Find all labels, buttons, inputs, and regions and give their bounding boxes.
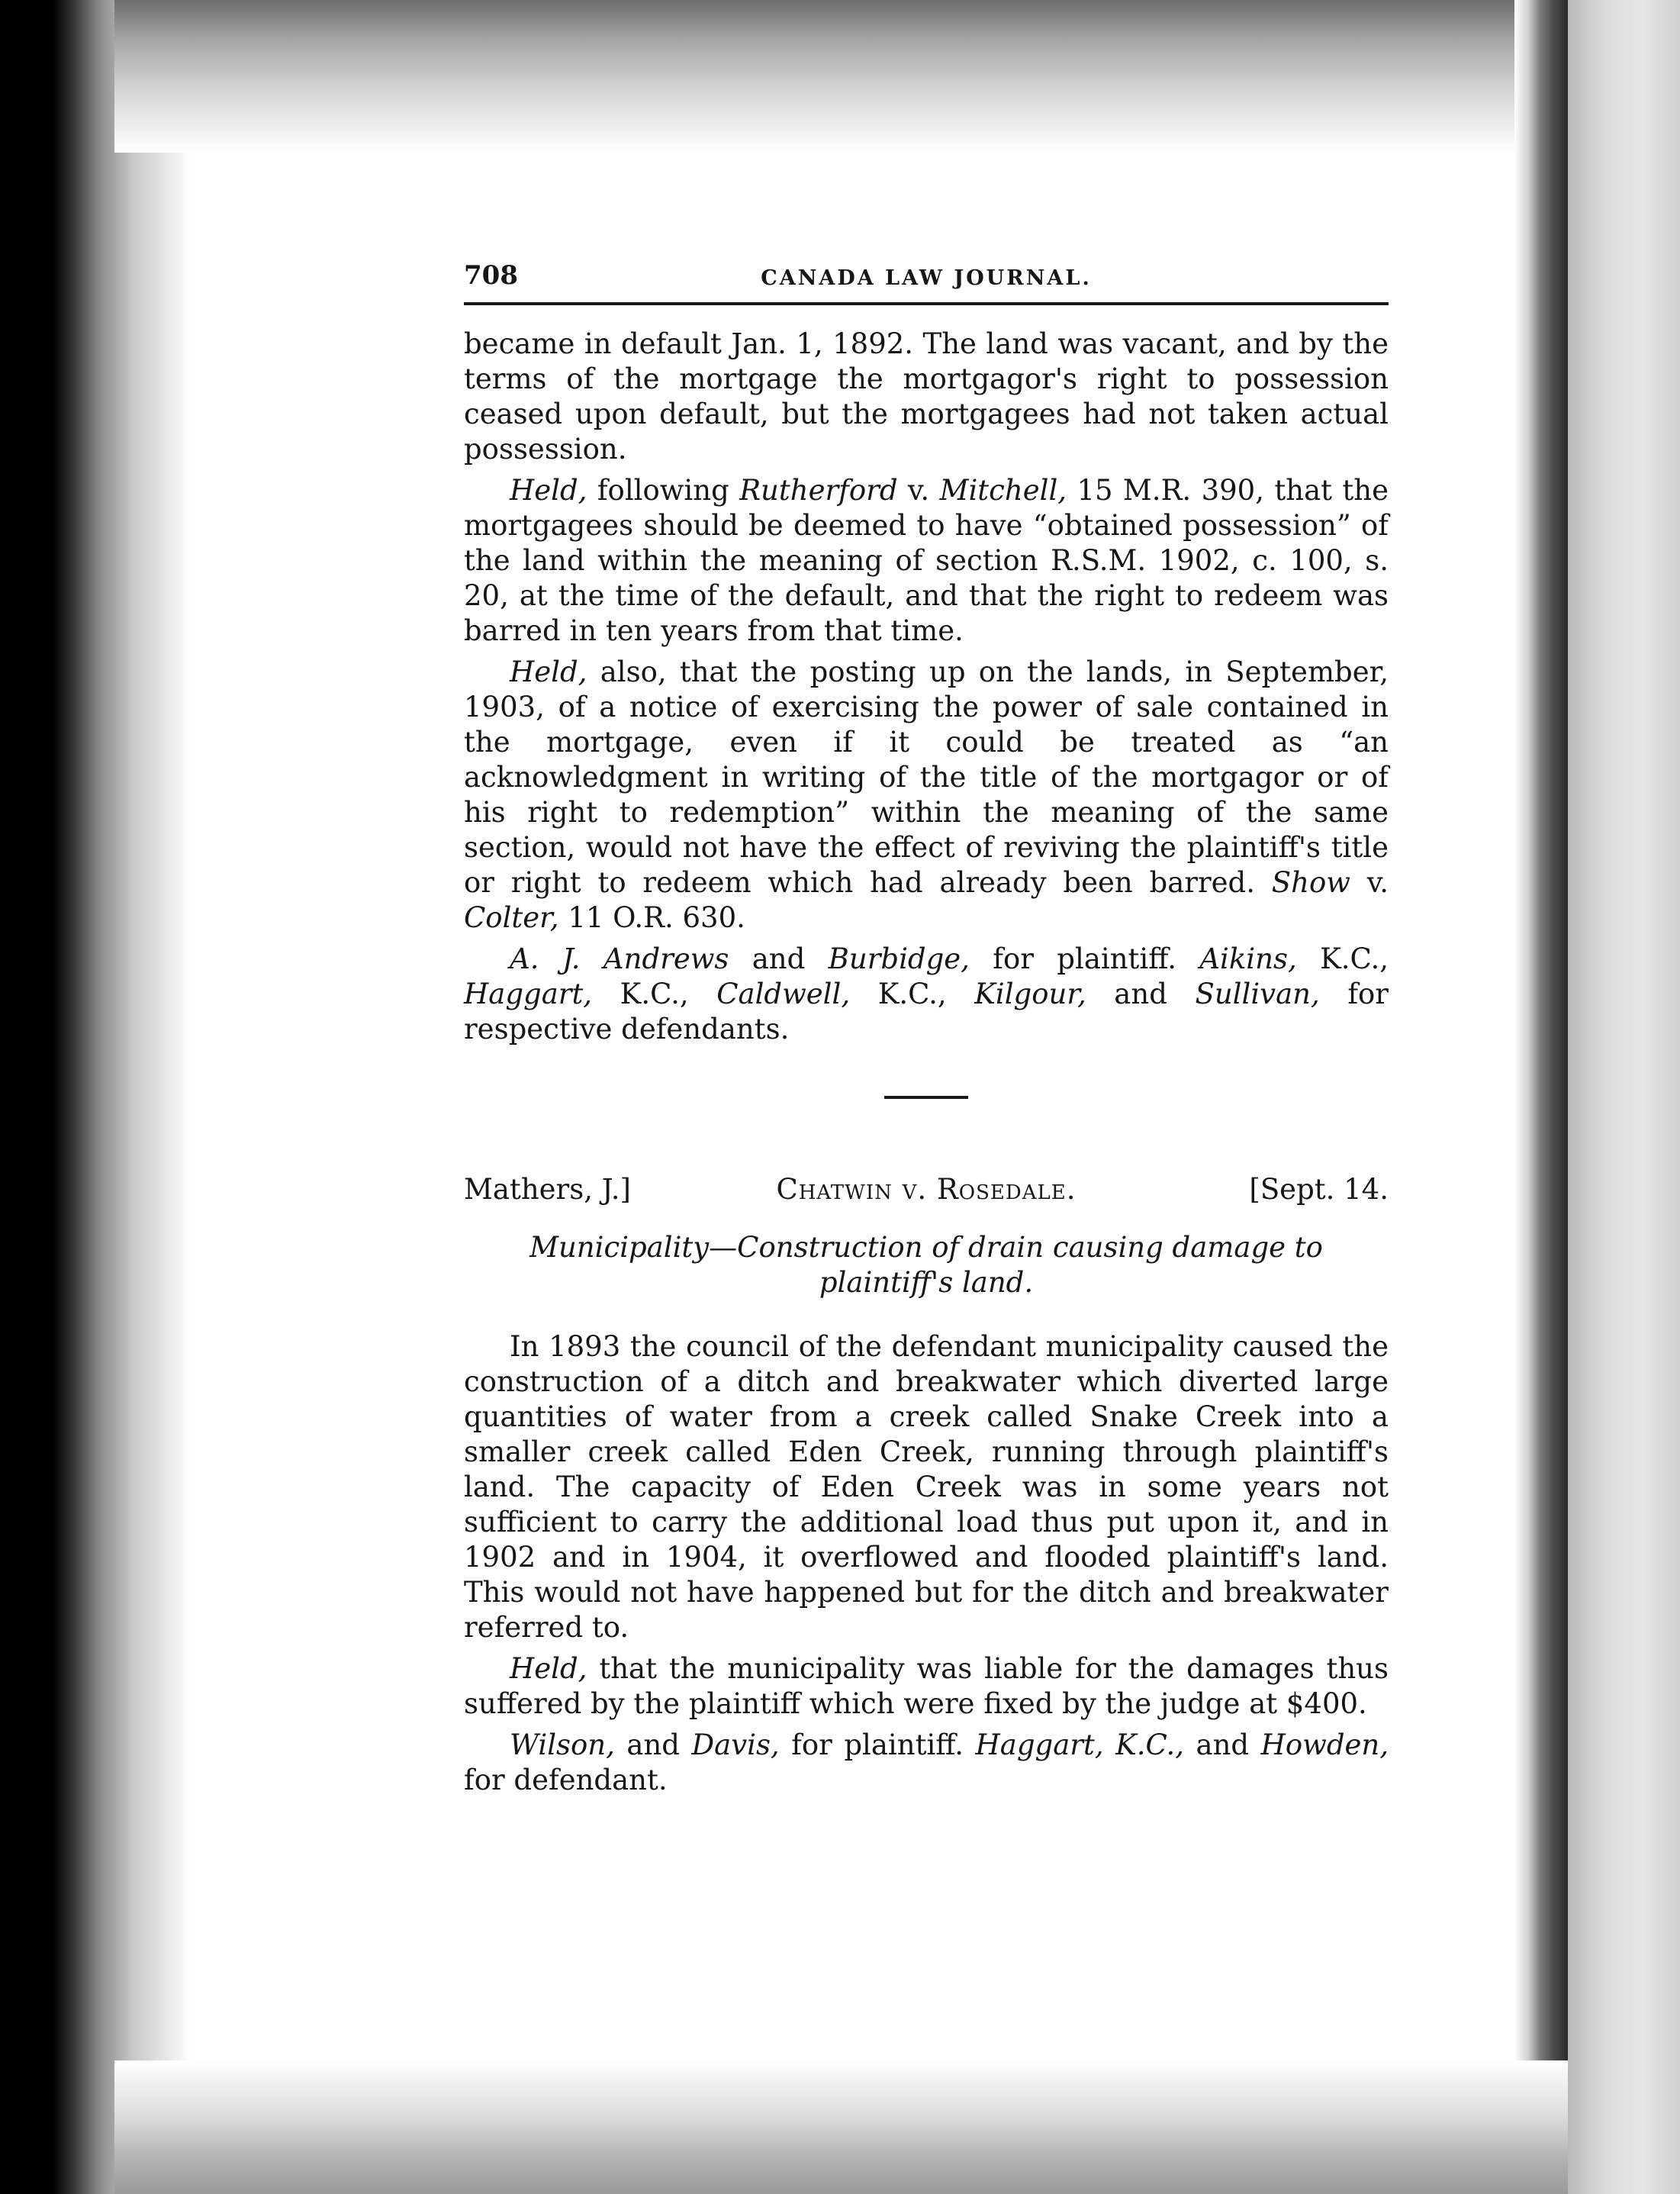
- section-divider: [884, 1096, 968, 1099]
- counsel-paragraph: A. J. Andrews and Burbidge, for plaintiff. Aikins, K.C., Haggart, K.C., Caldwell, K.C., Kilgour, and Sullivan, for respective defendants.: [464, 942, 1389, 1045]
- page-body: [464, 305, 1389, 1798]
- counsel-name: Sullivan,: [1195, 978, 1320, 1010]
- counsel-name: Aikins,: [1199, 942, 1297, 975]
- case-heading: [464, 1172, 1389, 1210]
- case-party: Colter,: [464, 901, 559, 934]
- scan-left-margin: [0, 0, 191, 2194]
- held-paragraph: Held, following Rutherford v. Mitchell, 15 M.R. 390, that the mortgagees should be deemed to have “obtained possession” of the land within the meaning of section R.S.M. 1902, c. 100, s. 20, at the time of the default, and that the right to redeem was barred in ten years from that time.: [464, 474, 1389, 647]
- case-title: Chatwin v. Rosedale.: [776, 1173, 1077, 1206]
- counsel-name: Caldwell,: [716, 978, 851, 1010]
- case-subject: Municipality—Construction of drain causing damage to plaintiff's land.: [529, 1231, 1323, 1299]
- paragraph: In 1893 the council of the defendant municipality caused the construction of a ditch and breakwater which diverted large quantities of water from a creek called Snake Creek into a smaller creek called Eden Creek, running through plaintiff's land. The capacity of Eden Creek was in some years not sufficient to carry the additional load thus put upon it, and in 1902 and in 1904, it overflowed and flooded plaintiff's land. This would not have happened but for the ditch and breakwater referred to.: [464, 1330, 1389, 1644]
- held-label: Held,: [510, 474, 587, 507]
- case-party: Rutherford: [739, 474, 898, 507]
- counsel-name: Burbidge,: [828, 942, 970, 975]
- journal-page: [464, 258, 1389, 1798]
- case-date: [Sept. 14.: [1249, 1173, 1389, 1206]
- counsel-name: Haggart, K.C.,: [975, 1728, 1185, 1761]
- counsel-name: Haggart,: [464, 978, 593, 1010]
- case-party: Show: [1271, 866, 1350, 899]
- held-paragraph: Held, also, that the posting up on the lands, in September, 1903, of a notice of exercising the power of sale contained in the mortgage, even if it could be treated as “an acknowledgment in writing of the title of the mortgagor or of his right to redemption” within the meaning of the same section, would not have the effect of reviving the plaintiff's title or right to redeem which had already been barred. Show v. Colter, 11 O.R. 630.: [464, 656, 1389, 934]
- scan-right-margin: [1568, 0, 1680, 2194]
- running-header: [464, 258, 1389, 305]
- judge-name: Mathers, J.]: [464, 1173, 631, 1206]
- held-label: Held,: [510, 656, 587, 688]
- scan-top-margin: [114, 0, 1549, 153]
- counsel-name: Davis,: [691, 1728, 780, 1761]
- held-label: Held,: [510, 1652, 587, 1685]
- paragraph: became in default Jan. 1, 1892. The land was vacant, and by the terms of the mortgage the mortgagor's right to possession ceased upon default, but the mortgagees had not taken actual possession.: [464, 327, 1389, 466]
- held-paragraph: Held, that the municipality was liable for the damages thus suffered by the plaintiff which were fixed by the judge at $400.: [464, 1652, 1389, 1720]
- counsel-name: Howden,: [1260, 1728, 1389, 1761]
- counsel-name: Wilson,: [510, 1728, 615, 1761]
- journal-title: CANADA LAW JOURNAL.: [761, 266, 1092, 290]
- counsel-name: Kilgour,: [974, 978, 1086, 1010]
- scan-right-shadow: [1514, 0, 1568, 2194]
- counsel-name: A. J. Andrews: [510, 942, 729, 975]
- case-party: Mitchell,: [939, 474, 1067, 507]
- scan-bottom-margin: [114, 2060, 1568, 2194]
- page-number: 708: [464, 260, 518, 291]
- counsel-paragraph: Wilson, and Davis, for plaintiff. Haggart, K.C., and Howden, for defendant.: [464, 1728, 1389, 1796]
